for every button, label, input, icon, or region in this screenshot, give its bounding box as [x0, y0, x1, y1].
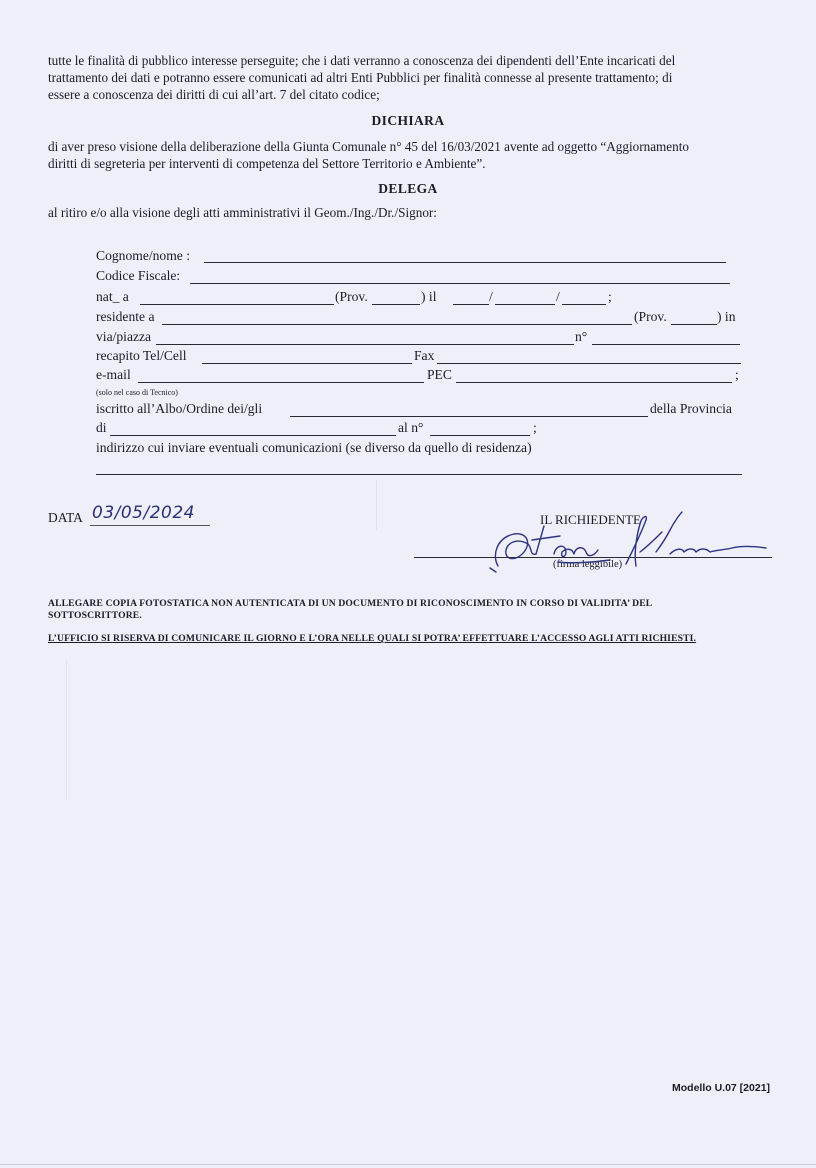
- residente-label: residente a: [96, 309, 155, 324]
- scan-edge-line: [0, 1164, 816, 1165]
- ufficio-note: L’UFFICIO SI RISERVA DI COMUNICARE IL GIORNO E L’ORA NELLE QUALI SI POTRA’ EFFETTUARE L’ACCESSO AGLI ATTI RICHIESTI.: [48, 633, 697, 644]
- data-underline: [90, 525, 210, 526]
- model-code: Modello U.07 [2021]: [672, 1082, 771, 1094]
- solo-tecnico-note: (solo nel caso di Tecnico): [96, 388, 178, 397]
- residente-field[interactable]: [162, 324, 632, 325]
- allegare-line: ALLEGARE COPIA FOTOSTATICA NON AUTENTICATA DI UN DOCUMENTO DI RICONOSCIMENTO IN CORSO DI VALIDITA’ DEL: [48, 598, 653, 609]
- cognome-field[interactable]: [204, 262, 726, 263]
- delega-text: al ritiro e/o alla visione degli atti amministrativi il Geom./Ing./Dr./Signor:: [48, 205, 437, 220]
- iscritto-label: iscritto all’Albo/Ordine dei/gli: [96, 401, 263, 416]
- data-label: DATA: [48, 510, 83, 525]
- dichiara-line: di aver preso visione della deliberazione della Giunta Comunale n° 45 del 16/03/2021 avente ad oggetto “Aggiornamento: [48, 139, 690, 154]
- di-label: di: [96, 420, 107, 435]
- dichiara-heading: DICHIARA: [371, 113, 445, 128]
- intro-paragraph: [48, 52, 774, 103]
- semicolon: ;: [533, 420, 537, 435]
- prov-res-field[interactable]: [671, 324, 717, 325]
- data-value: 03/05/2024: [92, 503, 195, 523]
- birth-day-field[interactable]: [453, 304, 489, 305]
- date-separator: /: [489, 289, 493, 304]
- handwritten-signature: [470, 508, 780, 580]
- scan-artifact: [376, 480, 377, 530]
- nato-a-field[interactable]: [140, 304, 334, 305]
- al-n-label: al n°: [398, 420, 424, 435]
- allegare-line: SOTTOSCRITTORE.: [48, 610, 142, 621]
- recapito-field[interactable]: [202, 363, 412, 364]
- provincia-field[interactable]: [110, 435, 396, 436]
- semicolon: ;: [735, 367, 739, 382]
- il-label: ) il: [421, 289, 437, 304]
- dichiara-line: diritti di segreteria per interventi di competenza del Settore Territorio e Ambiente”.: [48, 156, 486, 171]
- cognome-label: Cognome/nome :: [96, 248, 191, 263]
- semicolon: ;: [608, 289, 612, 304]
- indirizzo-label: indirizzo cui inviare eventuali comunicazioni (se diverso da quello di residenza): [96, 440, 532, 455]
- numero-label: n°: [575, 329, 588, 344]
- numero-field[interactable]: [592, 344, 740, 345]
- nato-a-label: nat_ a: [96, 289, 129, 304]
- intro-line: essere a conoscenza dei diritti di cui all’art. 7 del citato codice;: [48, 87, 380, 102]
- dichiara-paragraph: [48, 138, 774, 172]
- recapito-label: recapito Tel/Cell: [96, 348, 187, 363]
- scan-artifact: [66, 660, 67, 800]
- fax-label: Fax: [414, 348, 435, 363]
- email-field[interactable]: [138, 382, 424, 383]
- indirizzo-field[interactable]: [96, 474, 742, 475]
- firma-label: (firma leggibile): [553, 559, 623, 570]
- richiedente-label: IL RICHIEDENTE: [540, 512, 641, 527]
- via-piazza-field[interactable]: [156, 344, 574, 345]
- codice-fiscale-field[interactable]: [190, 283, 730, 284]
- intro-line: trattamento dei dati e potranno essere comunicati ad altri Enti Pubblici per finalità connesse al presente trattamento; di: [48, 70, 673, 85]
- via-piazza-label: via/piazza: [96, 329, 152, 344]
- codice-fiscale-label: Codice Fiscale:: [96, 268, 181, 283]
- della-provincia-label: della Provincia: [650, 401, 732, 416]
- birth-year-field[interactable]: [562, 304, 606, 305]
- pec-label: PEC: [427, 367, 452, 382]
- iscritto-field[interactable]: [290, 416, 648, 417]
- prov-res-label: (Prov.: [634, 309, 667, 324]
- al-n-field[interactable]: [430, 435, 530, 436]
- intro-line: tutte le finalità di pubblico interesse perseguite; che i dati verranno a conoscenza dei dipendenti dell’Ente incaricati del: [48, 53, 676, 68]
- birth-month-field[interactable]: [495, 304, 555, 305]
- pec-field[interactable]: [456, 382, 732, 383]
- email-label: e-mail: [96, 367, 131, 382]
- in-label: ) in: [717, 309, 736, 324]
- delega-heading: DELEGA: [378, 181, 438, 196]
- prov-field[interactable]: [372, 304, 420, 305]
- prov-label: (Prov.: [335, 289, 368, 304]
- date-separator: /: [556, 289, 560, 304]
- fax-field[interactable]: [437, 363, 741, 364]
